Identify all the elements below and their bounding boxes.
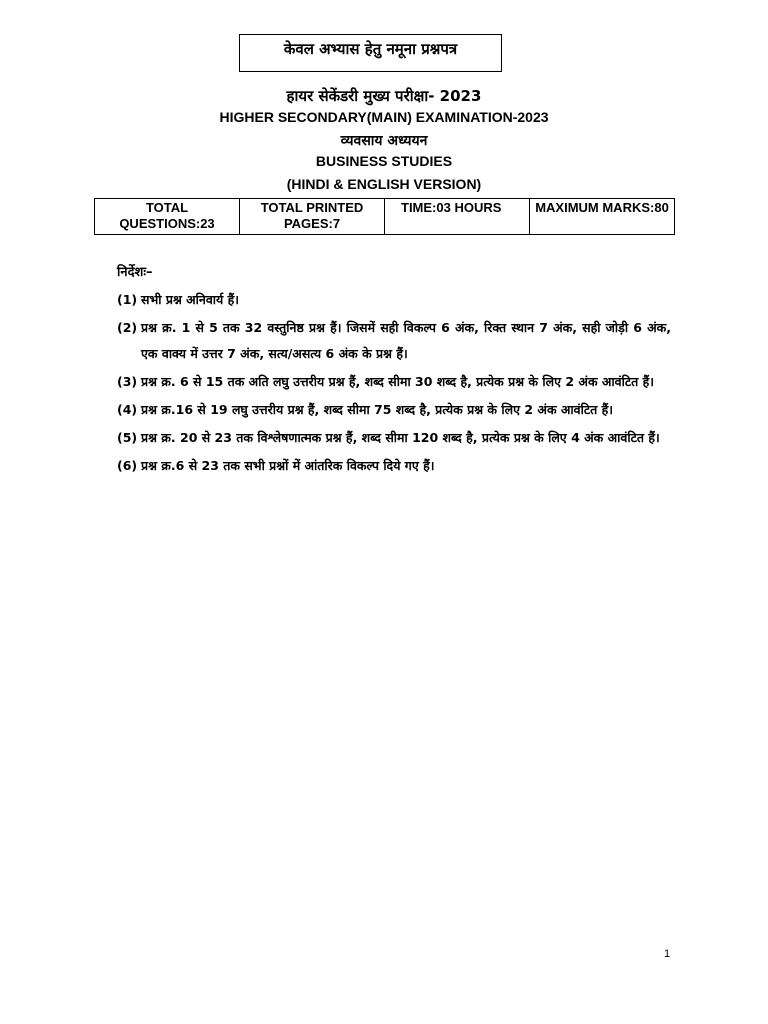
exam-info-table <box>94 198 675 235</box>
total-questions-cell: TOTAL QUESTIONS:23 <box>95 199 240 235</box>
practice-paper-label: केवल अभ्यास हेतु नमूना प्रश्नपत्र <box>239 34 502 72</box>
subject-title-hindi: व्यवसाय अध्ययन <box>340 133 428 149</box>
instruction-item <box>117 287 671 313</box>
instruction-item <box>117 453 671 479</box>
instruction-number: (3) <box>117 374 138 389</box>
instruction-item <box>117 315 671 367</box>
subject-title-english: BUSINESS STUDIES <box>315 153 453 169</box>
instruction-number: (6) <box>117 458 138 473</box>
instructions-list <box>117 287 671 481</box>
exam-title-english: HIGHER SECONDARY(MAIN) EXAMINATION-2023 <box>219 109 549 125</box>
exam-title-hindi: हायर सेकेंडरी मुख्य परीक्षा- 2023 <box>286 87 482 105</box>
instruction-item <box>117 397 671 423</box>
time-cell: TIME:03 HOURS <box>385 199 530 235</box>
instructions-title: निर्देशः– <box>117 265 153 280</box>
instruction-item <box>117 425 671 451</box>
instruction-text: प्रश्न क्र.6 से 23 तक सभी प्रश्नों में आंतरिक विकल्प दिये गए हैं। <box>141 458 435 473</box>
exam-info-row <box>95 199 675 235</box>
instruction-text: प्रश्न क्र. 20 से 23 तक विश्लेषणात्मक प्रश्न हैं, शब्द सीमा 120 शब्द है, प्रत्येक प्रश्न के लिए 4 अंक आवंटित हैं। <box>141 430 660 445</box>
instruction-number: (1) <box>117 292 138 307</box>
instruction-text: प्रश्न क्र. 1 से 5 तक 32 वस्तुनिष्ठ प्रश्न हैं। जिसमें सही विकल्प 6 अंक, रिक्त स्थान 7 अंक, सही जोड़ी 6 अंक, एक वाक्य में उत्तर 7 अंक, सत्य/असत्य 6 अंक के प्रश्न हैं। <box>141 320 671 361</box>
instruction-number: (4) <box>117 402 138 417</box>
version-label: (HINDI & ENGLISH VERSION) <box>286 176 482 192</box>
instruction-text: सभी प्रश्न अनिवार्य हैं। <box>141 292 240 307</box>
instruction-number: (2) <box>117 320 138 335</box>
max-marks-cell: MAXIMUM MARKS:80 <box>530 199 675 235</box>
instruction-item <box>117 369 671 395</box>
instruction-number: (5) <box>117 430 138 445</box>
instruction-text: प्रश्न क्र. 6 से 15 तक अति लघु उत्तरीय प्रश्न हैं, शब्द सीमा 30 शब्द है, प्रत्येक प्रश्न के लिए 2 अंक आवंटित हैं। <box>141 374 655 389</box>
page-number: 1 <box>664 948 671 960</box>
total-pages-cell: TOTAL PRINTED PAGES:7 <box>240 199 385 235</box>
instruction-text: प्रश्न क्र.16 से 19 लघु उत्तरीय प्रश्न हैं, शब्द सीमा 75 शब्द है, प्रत्येक प्रश्न के लिए 2 अंक आवंटित हैं। <box>141 402 614 417</box>
